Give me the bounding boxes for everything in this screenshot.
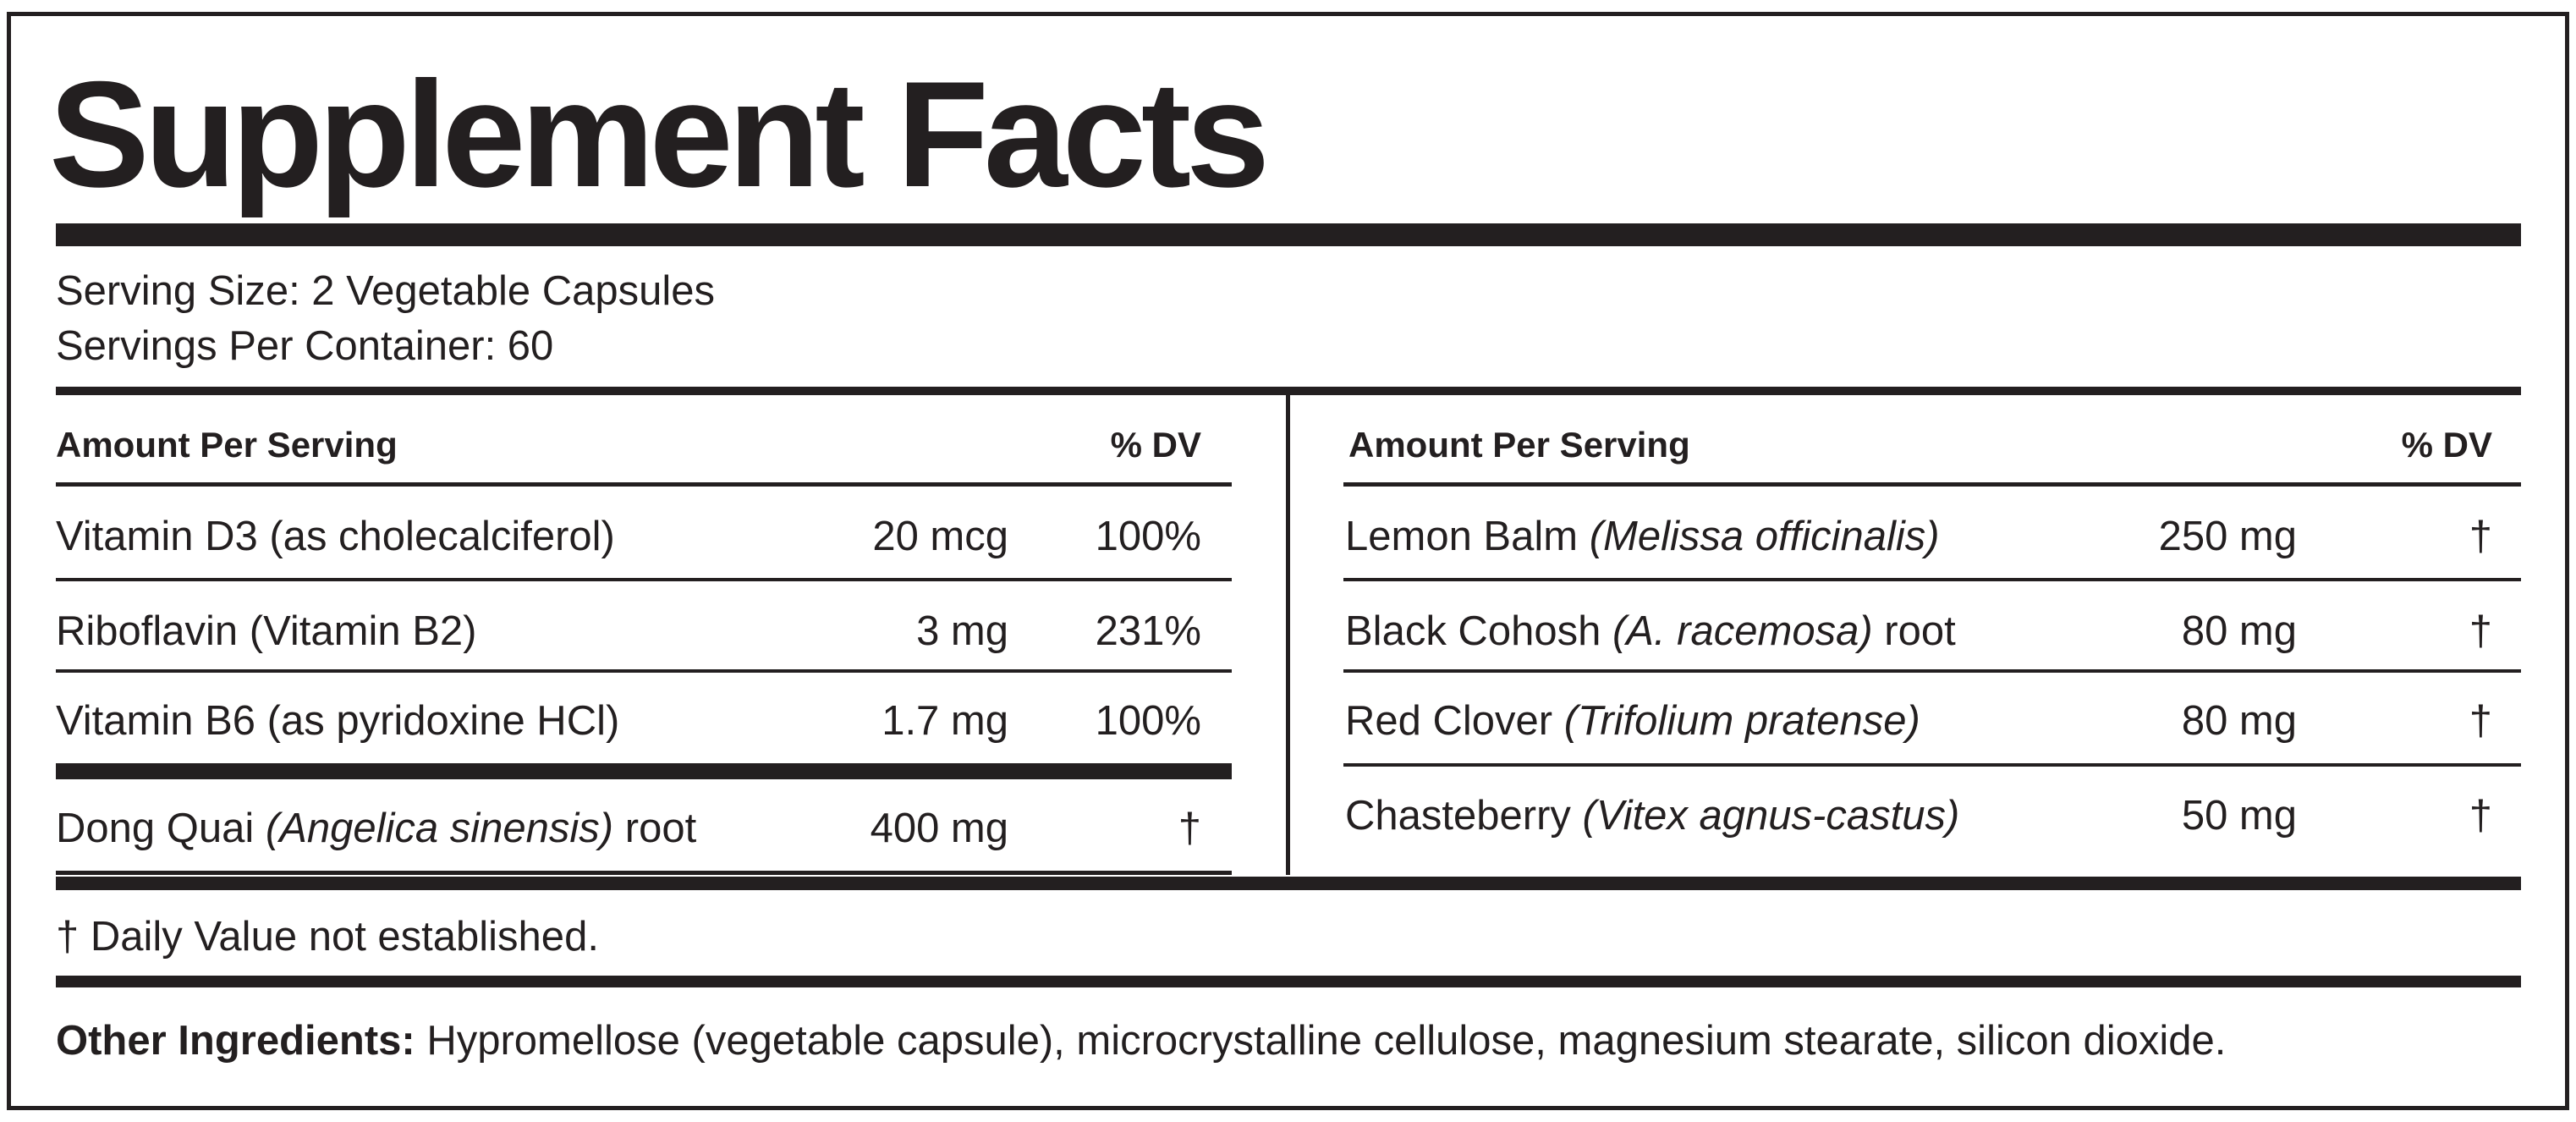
right-row-2-dv: †	[2469, 608, 2492, 654]
right-row-3-latin-name: (Trifolium pratense)	[1563, 698, 1920, 744]
right-row-2-suffix: root	[1872, 608, 1956, 654]
left-row-rule	[56, 578, 1232, 581]
left-row-rule	[56, 669, 1232, 673]
right-row-rule	[1343, 578, 2521, 581]
left-header-rule	[56, 482, 1232, 487]
right-row-1-name	[1345, 516, 1940, 558]
left-header-dv: % DV	[1110, 425, 1201, 465]
right-row-2-common-name: Black Cohosh	[1345, 608, 1601, 654]
right-row-4-dv: †	[2469, 793, 2492, 839]
right-row-4-amount: 50 mg	[2181, 793, 2297, 839]
panel-title: Supplement Facts	[49, 50, 1266, 218]
left-bottom-rule	[56, 871, 1232, 875]
left-row-1-amount: 20 mcg	[872, 514, 1008, 559]
right-row-1-latin-name: (Melissa officinalis)	[1589, 514, 1940, 559]
right-row-1-amount: 250 mg	[2158, 514, 2297, 559]
left-header-amount: Amount Per Serving	[56, 425, 398, 465]
right-row-4-common-name: Chasteberry	[1345, 793, 1571, 839]
left-row-3-name: Vitamin B6 (as pyridoxine HCl)	[56, 698, 620, 744]
right-row-2-name	[1345, 608, 1956, 654]
other-ingredients	[56, 1020, 2226, 1062]
left-row-1-name: Vitamin D3 (as cholecalciferol)	[56, 514, 615, 559]
left-row-3-dv: 100%	[1095, 698, 1201, 744]
left-section-rule	[56, 763, 1232, 779]
servings-per-container: Servings Per Container: 60	[56, 323, 554, 369]
footnote-divider	[56, 976, 2521, 987]
left-row-4-latin-name: (Angelica sinensis)	[265, 806, 614, 851]
right-row-3-name	[1345, 698, 1920, 744]
right-row-1-common-name: Lemon Balm	[1345, 514, 1579, 559]
right-row-rule	[1343, 669, 2521, 673]
right-row-3-common-name: Red Clover	[1345, 698, 1553, 744]
right-row-4-latin-name: (Vitex agnus-castus)	[1582, 793, 1960, 839]
left-row-4-suffix: root	[613, 806, 697, 851]
right-row-1-dv: †	[2469, 514, 2492, 559]
right-row-2-amount: 80 mg	[2181, 608, 2297, 654]
serving-size: Serving Size: 2 Vegetable Capsules	[56, 268, 716, 314]
column-divider	[1286, 395, 1290, 875]
left-row-3-amount: 1.7 mg	[882, 698, 1008, 744]
left-row-2-dv: 231%	[1095, 608, 1201, 654]
right-header-rule	[1343, 482, 2521, 487]
left-row-2-amount: 3 mg	[916, 608, 1008, 654]
right-row-3-dv: †	[2469, 698, 2492, 744]
right-header-amount: Amount Per Serving	[1348, 425, 1690, 465]
other-ingredients-label: Other Ingredients:	[56, 1018, 415, 1064]
title-divider	[56, 223, 2521, 246]
right-header-dv: % DV	[2401, 425, 2492, 465]
other-ingredients-text: Hypromellose (vegetable capsule), microcrystalline cellulose, magnesium stearate, silicon dioxide.	[426, 1018, 2227, 1064]
right-row-3-amount: 80 mg	[2181, 698, 2297, 744]
left-row-4-dv: †	[1178, 806, 1201, 851]
footnote: † Daily Value not established.	[56, 914, 599, 960]
servings-divider	[56, 387, 2521, 395]
left-row-2-name: Riboflavin (Vitamin B2)	[56, 608, 477, 654]
left-row-1-dv: 100%	[1095, 514, 1201, 559]
right-row-2-latin-name: (A. racemosa)	[1612, 608, 1873, 654]
right-row-rule	[1343, 763, 2521, 767]
left-row-4-amount: 400 mg	[870, 806, 1008, 851]
left-row-4-name	[56, 808, 696, 850]
right-row-4-name	[1345, 795, 1959, 837]
left-row-4-common-name: Dong Quai	[56, 806, 255, 851]
tables-bottom-divider	[56, 877, 2521, 890]
